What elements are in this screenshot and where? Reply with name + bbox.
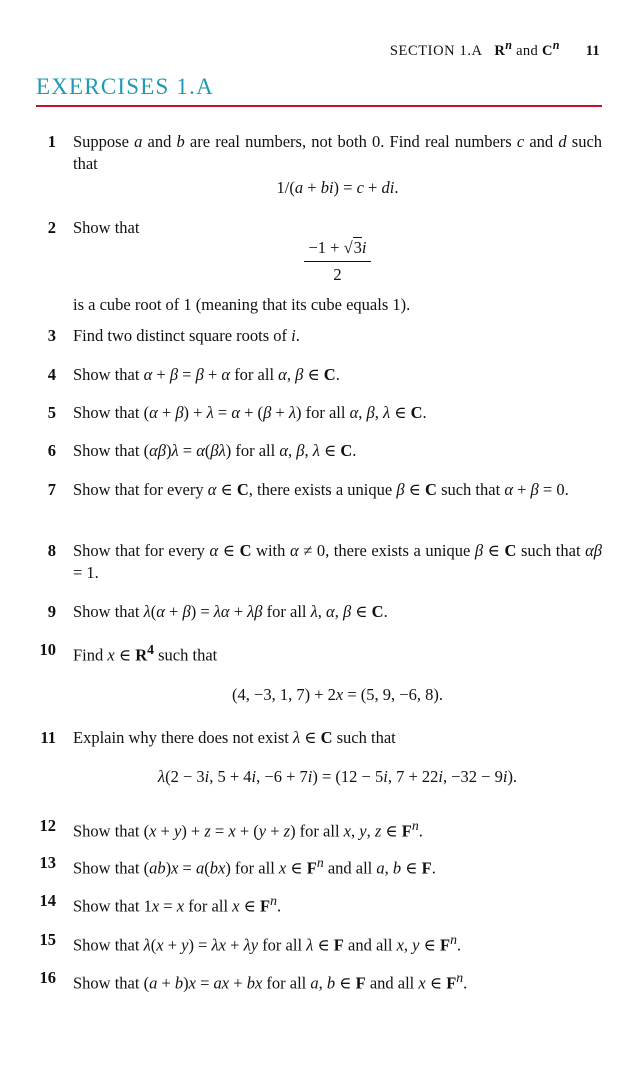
exercise-3 [36, 325, 602, 347]
title-rule [36, 105, 602, 107]
exercise-number: 15 [39, 930, 56, 949]
exercise-text: Show that for every α ∈ C with α ≠ 0, there exists a unique β ∈ C such that αβ = 1. [73, 541, 603, 582]
exercises-title: EXERCISES 1.A [36, 74, 214, 99]
display-equation: λ(2 − 3i, 5 + 4i, −6 + 7i) = (12 − 5i, 7 + 22i, −32 − 9i). [157, 767, 518, 786]
exercise-text: Show that λ(x + y) = λx + λy for all λ ∈ F and all x, y ∈ $F^n$. [73, 932, 462, 955]
exercise-number: 8 [47, 541, 56, 560]
exercise-number: 14 [39, 891, 56, 910]
exercise-text: is a cube root of 1 (meaning that its cube equals 1). [73, 295, 411, 314]
exercise-number: 3 [47, 326, 56, 345]
exercise-number: 1 [47, 132, 56, 151]
exercise-number: 7 [47, 480, 56, 499]
exercise-13 [36, 852, 602, 880]
exercise-number: 2 [47, 218, 56, 237]
exercise-text: Show that for every α ∈ C, there exists a unique β ∈ C such that α + β = 0. [73, 480, 569, 499]
exercise-text: Explain why there does not exist λ ∈ C such that [73, 728, 396, 747]
exercise-7 [36, 479, 602, 501]
exercise-number: 10 [39, 640, 56, 659]
display-equation: 1/(a + bi) = c + di. [276, 178, 399, 197]
running-header: SECTION 1.A $R^n$ and $C^n$ 11 [389, 38, 600, 59]
exercise-text: Suppose a and b are real numbers, not both 0. Find real numbers c and d such that [73, 132, 603, 173]
exercise-10 [36, 639, 602, 706]
exercise-text: Show that (α + β) + λ = α + (β + λ) for all α, β, λ ∈ C. [73, 403, 427, 422]
exercise-text: Show that (x + y) + z = x + (y + z) for all x, y, z ∈ $F^n$. [73, 818, 423, 841]
exercise-14 [36, 890, 602, 918]
exercise-number: 9 [47, 602, 56, 621]
display-equation: (4, −3, 1, 7) + 2x = (5, 9, −6, 8). [232, 684, 443, 704]
display-equation: $\frac{-1 + √3i}{2}$ [73, 237, 602, 286]
exercise-number: 6 [47, 441, 56, 460]
exercise-8 [36, 540, 602, 584]
page-number: 11 [585, 42, 600, 59]
exercise-15 [36, 929, 602, 957]
exercise-text: Show that [73, 218, 140, 237]
exercise-number: 5 [47, 403, 56, 422]
exercise-12 [36, 815, 602, 843]
exercise-text: Show that λ(α + β) = λα + λβ for all λ, α, β ∈ C. [73, 602, 388, 621]
exercise-2 [36, 217, 602, 316]
exercise-text: Find two distinct square roots of i. [73, 326, 300, 345]
exercise-number: 4 [47, 365, 56, 384]
exercise-text: Show that (ab)x = a(bx) for all x ∈ $F^n$ and all a, b ∈ F. [73, 855, 436, 878]
section-label: SECTION 1.A [389, 42, 483, 59]
exercise-1 [36, 131, 602, 199]
exercise-text: Show that (αβ)λ = α(βλ) for all α, β, λ ∈ C. [73, 441, 357, 460]
exercise-text: Show that (a + b)x = ax + bx for all a, b ∈ F and all x ∈ $F^n$. [73, 970, 468, 993]
exercise-6 [36, 440, 602, 462]
exercise-5 [36, 402, 602, 424]
exercise-number: 16 [39, 968, 56, 987]
exercise-number: 12 [39, 816, 56, 835]
exercise-text: Show that 1x = x for all x ∈ $F^n$. [73, 893, 282, 916]
exercise-11 [36, 727, 602, 788]
exercise-text: Show that α + β = β + α for all α, β ∈ C. [73, 365, 340, 384]
exercise-number: 11 [40, 728, 56, 747]
exercise-number: 13 [39, 853, 56, 872]
exercise-9 [36, 601, 602, 623]
exercise-16 [36, 967, 602, 995]
exercise-text: Find x ∈ $R^4$ such that [73, 642, 218, 665]
exercise-4 [36, 364, 602, 386]
